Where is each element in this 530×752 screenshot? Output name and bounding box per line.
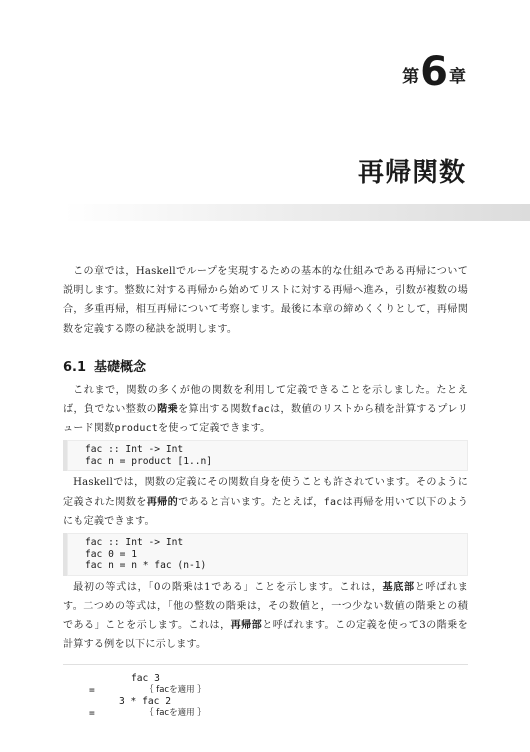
derivation-line [63, 696, 468, 708]
text-span: は，数値のリストから積を計算するプレリュード関数 [63, 404, 468, 435]
text-span: を使って定義できます。 [158, 423, 271, 435]
chapter-suffix: 章 [449, 67, 466, 87]
term-base-case: 基底部 [382, 581, 415, 593]
derivation-hint: ｛ facを適用 ｝ [145, 707, 206, 718]
chapter-number: 6 [420, 49, 448, 95]
code-fac: fac [251, 404, 270, 416]
term-recursive: 再帰的 [146, 496, 179, 508]
paragraph-recursive [63, 473, 468, 531]
derivation-operator: = [89, 707, 95, 719]
derivation-operator: = [89, 684, 95, 696]
text-span: これまで，関数の多くが他の関数を利用して定義できることを示しました。たとえば，負でない整数の [63, 384, 468, 416]
text-span: と呼ばれます。二つめの等式は，「他の整数の階乗は，その数値と，一つ少ない数値の階乗との積である」ことを示します。これは， [63, 581, 469, 631]
paragraph-factorial-intro [63, 381, 468, 439]
text-span: 最初の等式は，「0の階乗は1である」ことを示します。これは， [73, 581, 383, 593]
text-span: を算出する関数 [178, 404, 252, 416]
code-block-recursive: fac :: Int -> Int fac 0 = 1 fac n = n * fac (n-1) [63, 533, 468, 576]
section-heading [63, 356, 468, 375]
paragraph-base-recursive-case [63, 578, 468, 655]
code-block-product: fac :: Int -> Int fac n = product [1..n] [63, 440, 468, 471]
text-span: Haskellでは，関数の定義にその関数自身を使うことも許されています。そのように定義された関数を [63, 477, 468, 508]
text-span: は再帰を用いて以下のようにも定義できます。 [63, 496, 468, 527]
derivation-expression: 3 * fac 2 [119, 696, 171, 708]
derivation-hint: ｛ facを適用 ｝ [145, 684, 206, 695]
derivation-line [63, 685, 468, 697]
title-gradient-band [64, 204, 530, 221]
derivation-block [63, 664, 468, 719]
chapter-title: 再帰関数 [357, 158, 466, 188]
chapter-prefix: 第 [402, 67, 420, 87]
section-number: 6.1 [63, 359, 87, 375]
section-title: 基礎概念 [94, 359, 147, 375]
text-span: であると言います。たとえば， [178, 496, 324, 508]
term-recursive-case: 再帰部 [230, 619, 263, 631]
code-fac: fac [323, 496, 343, 508]
derivation-line [63, 708, 468, 720]
derivation-expression: fac 3 [131, 673, 160, 685]
intro-paragraph: この章では，Haskellでループを実現するための基本的な仕組みである再帰について説明します。整数に対する再帰から始めてリストに対する再帰へ進み，引数が複数の場合，多重再帰，相互再帰について考察します。最後に本章の締めくくりとして，再帰関数を定義する際の秘訣を説明します。 [63, 266, 468, 335]
text-span: と呼ばれます。この定義を使って3の階乗を計算する例を以下に示します。 [63, 619, 468, 651]
chapter-label [402, 49, 466, 95]
term-factorial: 階乗 [157, 404, 179, 416]
page-body [63, 262, 468, 719]
code-product: product [114, 423, 159, 435]
derivation-line [63, 673, 468, 685]
